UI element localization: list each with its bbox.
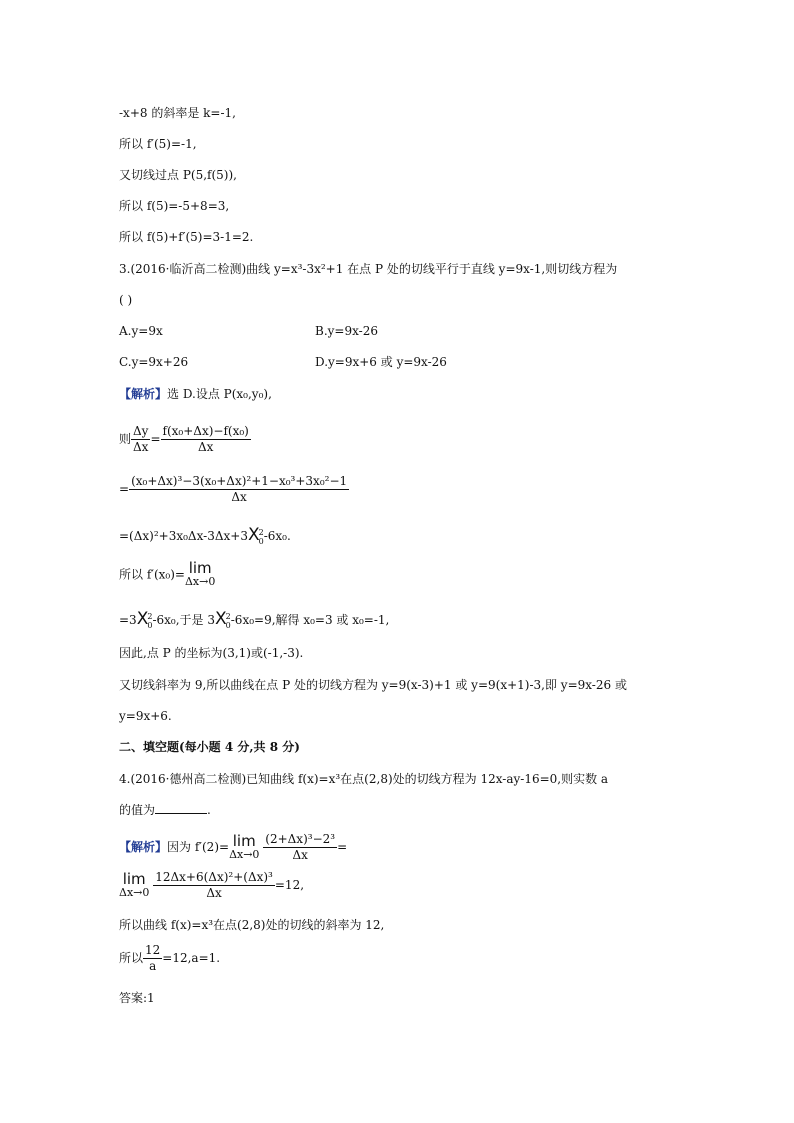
analysis-3-start [119, 386, 272, 402]
step-2: = $\frac{\text{(x₀+Δx)³−3(x₀+Δx)²+1−x₀³+3x₀²−1}}{\Delta x}$ [119, 474, 348, 504]
numerator: (x₀+Δx)³−3(x₀+Δx)²+1−x₀³+3x₀²−1 [131, 474, 348, 488]
step-5-a: =3 [119, 613, 137, 627]
option-d: D.y=9x+6 或 y=9x-26 [315, 355, 447, 369]
text-line: -x+8 的斜率是 k=-1, [119, 106, 236, 120]
numerator: 12 [145, 943, 161, 957]
fraction-expansion [129, 474, 349, 505]
sub: 0 [258, 536, 264, 546]
sup: 2 [225, 611, 231, 621]
numerator: Δy [133, 424, 149, 438]
section-title: 二、填空题(每小题 4 分,共 8 分) [119, 740, 300, 754]
question-4-stem: 4.(2016·德州高二检测)已知曲线 f(x)=x³在点(2,8)处的切线方程为 12x-ay-16=0,则实数 a [119, 772, 609, 786]
step-4 [119, 559, 216, 588]
fraction-a1 [263, 832, 337, 863]
limit [119, 869, 150, 899]
step-4-prefix: 所以 f′(x₀)= [119, 567, 185, 582]
analysis-4-line-4 [119, 943, 220, 974]
x-symbol: X [247, 525, 260, 545]
numerator: f(x₀+Δx)−f(x₀) [162, 424, 249, 438]
denominator: Δx [133, 440, 149, 454]
fraction-difference [161, 424, 251, 455]
step-3 [119, 527, 291, 546]
lim-sub: Δx→0 [229, 847, 260, 861]
lim-sub: Δx→0 [184, 575, 216, 588]
numerator: (2+Δx)³−2³ [265, 832, 336, 846]
sub: 0 [225, 620, 231, 630]
question-4-stem-2 [119, 802, 211, 818]
lim-word: lim [232, 831, 256, 850]
numerator: 12Δx+6(Δx)²+(Δx)³ [155, 870, 273, 884]
option-a: A.y=9x [119, 324, 163, 338]
step-5 [119, 611, 389, 630]
denominator: Δx [206, 886, 222, 900]
limit [229, 831, 260, 861]
sup: 2 [258, 527, 264, 537]
text-line: 所以 f′(5)=-1, [119, 137, 197, 151]
step-1: 则 $\frac{\Delta y}{\Delta x}$ = $\frac{\text{f(x₀+Δx)−f(x₀)}}{\Delta x}$ [119, 424, 249, 454]
text-line: 所以 f(5)+f′(5)=3-1=2. [119, 230, 254, 244]
denominator: a [149, 959, 157, 973]
step-3-text-end: -6x₀. [263, 529, 291, 543]
fraction-12-a [143, 943, 162, 974]
x-symbol: X [136, 609, 149, 629]
fraction-dy-dx [131, 424, 150, 455]
a1-suffix: = [337, 840, 348, 854]
a4-suffix: =12,a=1. [162, 951, 221, 965]
lim-sub: Δx→0 [119, 885, 150, 899]
lim-word: lim [122, 869, 146, 888]
option-b: B.y=9x-26 [315, 324, 378, 338]
sup: 2 [147, 611, 153, 621]
answer-line: 答案:1 [119, 991, 155, 1005]
fraction-a2 [153, 870, 275, 901]
x-symbol: X [215, 609, 227, 629]
step-1-prefix: 则 [119, 432, 132, 446]
step-6: 因此,点 P 的坐标为(3,1)或(-1,-3). [119, 646, 304, 660]
analysis-text: 选 D.设点 P(x₀,y₀), [167, 387, 272, 401]
step-7: 又切线斜率为 9,所以曲线在点 P 处的切线方程为 y=9(x-3)+1 或 y=9(x+1)-3,即 y=9x-26 或 [119, 678, 627, 692]
a2-suffix: =12, [274, 878, 305, 892]
analysis-4-line-1 [119, 832, 347, 863]
analysis-4-line-3: 所以曲线 f(x)=x³在点(2,8)处的切线的斜率为 12, [119, 918, 385, 932]
sub: 0 [147, 620, 153, 630]
analysis-4-line-2 [119, 870, 304, 901]
analysis-tag: 【解析】 [119, 387, 168, 401]
text-line: 又切线过点 P(5,f(5)), [119, 168, 237, 182]
stem-2-prefix: 的值为 [119, 803, 156, 817]
denominator: Δx [231, 490, 247, 504]
step-5-b: -6x₀,于是 3 [152, 613, 215, 627]
a4-prefix: 所以 [119, 951, 144, 965]
analysis-tag: 【解析】 [119, 840, 168, 854]
question-3-paren: ( ) [119, 293, 133, 307]
question-3-stem: 3.(2016·临沂高二检测)曲线 y=x³-3x²+1 在点 P 处的切线平行于直线 y=9x-1,则切线方程为 [119, 262, 618, 276]
answer-blank [155, 803, 207, 814]
lim-word: lim [188, 559, 212, 577]
limit [184, 559, 216, 588]
step-3-text: =(Δx)²+3x₀Δx-3Δx+3 [119, 529, 248, 543]
denominator: Δx [292, 848, 308, 862]
option-c: C.y=9x+26 [119, 355, 189, 369]
stem-2-suffix: . [207, 803, 211, 817]
a1-prefix: 因为 f′(2)= [167, 840, 230, 854]
step-8: y=9x+6. [119, 709, 172, 723]
step-5-c: -6x₀=9,解得 x₀=3 或 x₀=-1, [230, 613, 390, 627]
text-line: 所以 f(5)=-5+8=3, [119, 199, 230, 213]
denominator: Δx [197, 440, 214, 454]
